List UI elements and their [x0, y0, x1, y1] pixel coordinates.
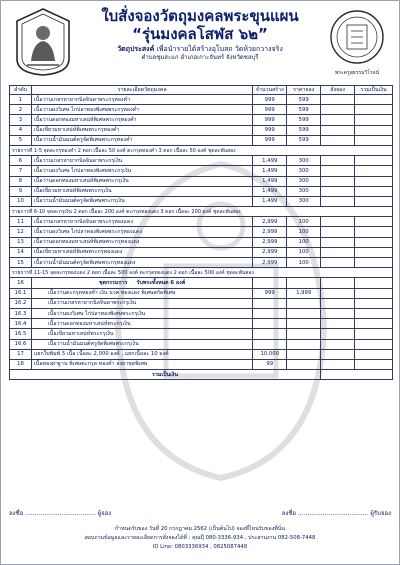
row-item: แยกใบพิมพ์ 5 เนื้อ เนื้อละ 2,000 องค์ , แยกเนื้อละ 10 องค์ — [31, 349, 252, 359]
set-no: 16 — [10, 278, 32, 288]
row-qty: 2,999 — [253, 217, 287, 227]
order-qty-cell[interactable] — [321, 135, 355, 145]
row-qty: 999 — [253, 135, 287, 145]
receiver-signature[interactable]: ลงชื่อ ..................................... ผู้รับจอง — [281, 510, 391, 517]
row-qty: 99 — [253, 359, 287, 369]
row-qty: 2,999 — [253, 227, 287, 237]
temple-emblem-icon — [13, 7, 73, 77]
set-label: ชุดกรรมการ — [98, 279, 128, 286]
row-price: 300 — [287, 196, 321, 206]
sub-no: 16.5 — [10, 329, 32, 339]
line-ids: ID Line: 0803336934 , 0825087448 — [152, 544, 248, 550]
header-price: ราคาจอง — [287, 86, 321, 95]
sub-item: เนื้อเขียวมหาเสน่ห์พระกรุเงิน — [31, 329, 252, 339]
table-row — [10, 166, 393, 176]
row-no: 1 — [10, 95, 32, 105]
row-no: 4 — [10, 125, 32, 135]
order-qty-cell[interactable] — [321, 278, 355, 288]
row-no: 9 — [10, 186, 32, 196]
row-item: เนื้อว่านเกสรหายากนิลจินดาพระกรุทองคำ — [31, 95, 252, 105]
row-price: 599 — [287, 115, 321, 125]
header-total: รวมเป็นเงิน — [355, 86, 393, 95]
row-no: 5 — [10, 135, 32, 145]
table-row — [10, 359, 393, 369]
sub-no: 16.1 — [10, 288, 32, 298]
row-item: เนื้อว่านเกสรหายากนิลจินดาพระกรุทองแดง — [31, 217, 252, 227]
temple-address: ตำบลชุมสะแก อำเภอเกาะจันทร์ จังหวัดชลบุรี — [141, 54, 259, 61]
row-price: 100 — [287, 247, 321, 257]
form-subtitle: “รุ่นมงคลโสฬส ๖๒” — [132, 25, 268, 43]
row-item: เนื้อว่านดอกทองมหาเสน่ห์พิเศษพระกรุทองแดง — [31, 237, 252, 247]
row-price: 100 — [287, 217, 321, 227]
amulet-seal-icon — [327, 7, 387, 77]
row-total-cell[interactable] — [355, 247, 393, 257]
order-qty-cell[interactable] — [321, 105, 355, 115]
order-table — [9, 85, 393, 380]
row-price: 300 — [287, 186, 321, 196]
header-order: สั่งจอง — [321, 86, 355, 95]
sub-item: เนื้อว่านน้ำมันมนต์ครูจัดพิเศษพระกรุเงิน — [31, 339, 252, 349]
table-row — [10, 247, 393, 257]
table-row — [10, 125, 393, 135]
sub-item-row — [10, 288, 393, 298]
row-item: เนื้อว่านเกสรหายากนิลจินดาพระกรุเงิน — [31, 156, 252, 166]
row-item: เนื้อทองผ่าฐาน พิเศษตะกรุด ทองคำ ลงยาชุดพิเศษ — [31, 359, 252, 369]
row-total-cell[interactable] — [355, 278, 393, 288]
row-qty: 2,999 — [253, 247, 287, 257]
table-row — [10, 135, 393, 145]
sub-item: เนื้อว่านผงวิเศษ ไก่ปลาทองพิเศษพระกรุเงิน — [31, 308, 252, 318]
row-qty: 2,999 — [253, 258, 287, 268]
row-item: เนื้อว่านผงวิเศษ ไก่ปลาทองพิเศษพระกรุทองแดง — [31, 227, 252, 237]
row-item: เนื้อว่านดอกทองมหาเสน่ห์พิเศษพระกรุทองคำ — [31, 115, 252, 125]
sub-price: 1,999 — [287, 288, 321, 298]
pickup-date: กำหนดรับของ วันที่ 20 กรกฎาคม 2562 (เป็นต้นไป) จองที่ไหนรับของที่นั่น — [114, 526, 286, 532]
row-price: 300 — [287, 156, 321, 166]
row-total-cell[interactable] — [355, 166, 393, 176]
row-item: เนื้อว่านผงวิเศษ ไก่ปลาทองพิเศษพระกรุเงิน — [31, 166, 252, 176]
order-qty-cell[interactable] — [321, 115, 355, 125]
row-qty: 999 — [253, 105, 287, 115]
row-total-cell[interactable] — [355, 237, 393, 247]
form-title: ใบสั่งจองวัตถุมงคลพระขุนแผน — [101, 7, 299, 25]
row-no: 3 — [10, 115, 32, 125]
order-qty-cell[interactable] — [321, 186, 355, 196]
row-qty: 1,499 — [253, 176, 287, 186]
row-total-cell[interactable] — [355, 217, 393, 227]
row-no: 6 — [10, 156, 32, 166]
sub-no: 16.2 — [10, 298, 32, 308]
table-row — [10, 95, 393, 105]
group-note: รายการที่ 1-5 จุดละกรุทองคำ 2 ตอก เนื้อละ 50 องค์ ตะกรุดทองคำ 3 ดอก เนื้อละ 50 องค์ ชุดละพันสอง — [10, 145, 393, 155]
group-note: รายการที่ 11-15 จุดละกรุทองแดง 2 ตอก เนื้อละ 500 องค์ ตะกรุดทองแดง 2 ดอก เนื้อละ 500 องค์ ชุดละพันสอง — [10, 268, 393, 278]
row-item: เนื้อเขียวมหาเสน่ห์พิเศษพระกรุทองคำ — [31, 125, 252, 135]
order-qty-cell[interactable] — [321, 217, 355, 227]
row-total-cell[interactable] — [355, 288, 393, 298]
purpose-label: วัตถุประสงค์ — [117, 45, 155, 53]
group-note-row — [10, 268, 393, 278]
grand-total-value[interactable] — [321, 370, 393, 380]
row-no: 12 — [10, 227, 32, 237]
sub-item: เนื้อว่านตะกรุดทองคำ เงิน นวค ทองแดง พิเศษสกัดพิเศษ — [31, 288, 252, 298]
set-row — [10, 278, 393, 288]
row-qty: 1,499 — [253, 166, 287, 176]
row-qty: 10,000 — [253, 349, 287, 359]
order-qty-cell[interactable] — [321, 288, 355, 298]
row-item: เนื้อว่านผงวิเศษ ไก่ปลาทองพิเศษพระกรุทองคำ — [31, 105, 252, 115]
table-row — [10, 349, 393, 359]
row-price: 100 — [287, 227, 321, 237]
order-qty-cell[interactable] — [321, 237, 355, 247]
row-total-cell[interactable] — [355, 359, 393, 369]
row-item: เนื้อว่านน้ำมันมนต์ครูจัดพิเศษพระกรุทองคำ — [31, 135, 252, 145]
row-qty: 999 — [253, 115, 287, 125]
header-no: ลำดับ — [10, 86, 32, 95]
row-no: 18 — [10, 359, 32, 369]
sub-no: 16.3 — [10, 308, 32, 318]
row-item: เนื้อว่านดอกทองมหาเสน่ห์พิเศษพระกรุเงิน — [31, 176, 252, 186]
row-item: เนื้อว่านน้ำมันมนต์ครูจัดพิเศษพระกรุเงิน — [31, 196, 252, 206]
sub-item: เนื้อว่านเกสรหายากนิลจินดาพระกรุเงิน — [31, 298, 252, 308]
table-row — [10, 115, 393, 125]
row-price: 599 — [287, 135, 321, 145]
seal-caption: พระครูสุธรรมวิโรจน์ — [335, 70, 379, 76]
row-total-cell[interactable] — [355, 135, 393, 145]
sub-item-row — [10, 298, 393, 308]
orderer-signature[interactable]: ลงชื่อ ..................................... ผู้จอง — [9, 510, 112, 517]
sub-item-row — [10, 308, 393, 318]
row-no: 8 — [10, 176, 32, 186]
order-qty-cell[interactable] — [321, 349, 355, 359]
row-no: 13 — [10, 237, 32, 247]
order-qty-cell[interactable] — [321, 227, 355, 237]
row-total-cell[interactable] — [355, 186, 393, 196]
row-price: 100 — [287, 258, 321, 268]
row-no: 17 — [10, 349, 32, 359]
table-row — [10, 105, 393, 115]
contact-info: สอบถามข้อมูลและรายละเอียดการสั่งจองได้ที่ : คุณปุ๊ 080-3336-934 , ประสานงาน 082-508-7448 — [84, 535, 316, 541]
row-no: 14 — [10, 247, 32, 257]
row-qty: 999 — [253, 95, 287, 105]
order-qty-cell[interactable] — [321, 176, 355, 186]
order-qty-cell[interactable] — [321, 247, 355, 257]
row-total-cell[interactable] — [355, 156, 393, 166]
row-price: 599 — [287, 95, 321, 105]
row-total-cell[interactable] — [355, 105, 393, 115]
row-total-cell[interactable] — [355, 196, 393, 206]
row-item: เนื้อเขียวมหาเสน่ห์พิเศษพระกรุเงิน — [31, 186, 252, 196]
sub-no: 16.4 — [10, 319, 32, 329]
row-no: 2 — [10, 105, 32, 115]
row-qty: 1,499 — [253, 196, 287, 206]
row-total-cell[interactable] — [355, 176, 393, 186]
sub-no: 16.6 — [10, 339, 32, 349]
row-item: เนื้อเขียวมหาเสน่ห์พิเศษพระกรุทองแดง — [31, 247, 252, 257]
order-qty-cell[interactable] — [321, 156, 355, 166]
row-qty: 2,999 — [253, 237, 287, 247]
row-total-cell[interactable] — [355, 258, 393, 268]
row-qty: 999 — [253, 125, 287, 135]
row-total-cell[interactable] — [355, 349, 393, 359]
order-qty-cell[interactable] — [321, 166, 355, 176]
sub-item-row — [10, 319, 393, 329]
row-price: 100 — [287, 237, 321, 247]
row-no: 7 — [10, 166, 32, 176]
order-qty-cell[interactable] — [321, 196, 355, 206]
header-item: รายละเอียดวัตถุมงคล — [31, 86, 252, 95]
order-qty-cell[interactable] — [321, 95, 355, 105]
set-text: รับพระทั้งหมด 6 องค์ — [136, 279, 186, 286]
form-header — [77, 7, 323, 62]
grand-total-label: รวมเป็นเงิน — [10, 370, 321, 380]
sub-qty: 999 — [253, 288, 287, 298]
row-price: 300 — [287, 176, 321, 186]
table-row — [10, 186, 393, 196]
form-footer — [9, 525, 391, 552]
row-qty: 1,499 — [253, 156, 287, 166]
row-qty: 1,499 — [253, 186, 287, 196]
row-price: 300 — [287, 166, 321, 176]
order-qty-cell[interactable] — [321, 125, 355, 135]
sub-item: เนื้อว่านดอกทองมหาเสน่ห์พระกรุเงิน — [31, 319, 252, 329]
purpose-line — [77, 45, 323, 54]
table-row — [10, 258, 393, 268]
table-row — [10, 237, 393, 247]
row-no: 10 — [10, 196, 32, 206]
table-row — [10, 176, 393, 186]
purpose-text: เพื่อนำรายได้สร้างอุโบสถ วัดห้วยกวางจริง — [156, 45, 283, 53]
grand-total-row — [10, 370, 393, 380]
group-note-row — [10, 207, 393, 217]
group-note-row — [10, 145, 393, 155]
row-total-cell[interactable] — [355, 227, 393, 237]
row-no: 11 — [10, 217, 32, 227]
table-header-row — [10, 86, 393, 95]
set-title — [31, 278, 252, 288]
row-no: 15 — [10, 258, 32, 268]
row-total-cell[interactable] — [355, 95, 393, 105]
group-note: รายการที่ 6-10 จุดละกรุเงิน 2 ตอก เนื้อละ 200 องค์ ตะกรุดทองแดง 3 ดอก เนื้อละ 200 องค์ ชุดละพันสอง — [10, 207, 393, 217]
sub-item-row — [10, 339, 393, 349]
signature-row — [9, 508, 391, 518]
row-total-cell[interactable] — [355, 115, 393, 125]
order-qty-cell[interactable] — [321, 258, 355, 268]
row-total-cell[interactable] — [355, 125, 393, 135]
header-qty: จำนวนสร้าง — [253, 86, 287, 95]
row-price: 599 — [287, 125, 321, 135]
table-row — [10, 156, 393, 166]
table-row — [10, 196, 393, 206]
row-price: 599 — [287, 105, 321, 115]
sub-item-row — [10, 329, 393, 339]
table-row — [10, 217, 393, 227]
order-qty-cell[interactable] — [321, 359, 355, 369]
row-item: เนื้อว่านน้ำมันมนต์ครูจัดพิเศษพระกรุทองแดง — [31, 258, 252, 268]
table-row — [10, 227, 393, 237]
